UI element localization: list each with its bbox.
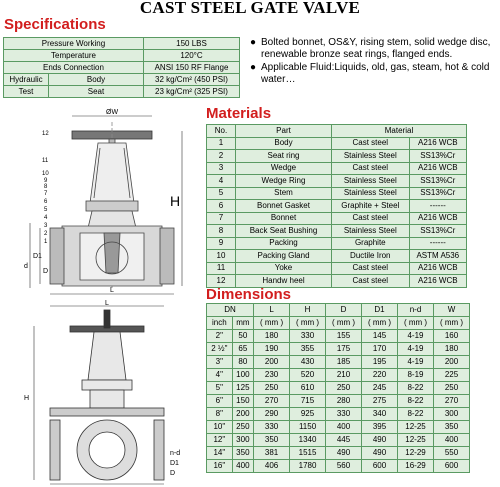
table-cell-spec: SS13%Cr: [409, 225, 466, 238]
label-d-small: d: [24, 263, 28, 270]
valve-exterior-drawing: [20, 300, 200, 487]
table-cell-part: Packing Gland: [236, 250, 332, 263]
column-header: H: [290, 304, 326, 317]
table-cell-part: Bonnet Gasket: [236, 200, 332, 213]
table-cell-d: 250: [326, 382, 362, 395]
part-number: 12: [42, 131, 49, 137]
table-cell-mm: 300: [232, 434, 253, 447]
table-row: [207, 187, 467, 200]
spec-label: Ends Connection: [4, 62, 144, 74]
table-cell-d: 400: [326, 421, 362, 434]
table-cell-inch: 2 ½": [207, 343, 233, 356]
column-header: D1: [362, 304, 398, 317]
table-cell-no: 8: [207, 225, 236, 238]
label-nd: n-d: [170, 450, 181, 457]
table-row: [207, 382, 470, 395]
table-cell-no: 12: [207, 275, 236, 288]
label-l: L: [110, 287, 114, 294]
table-row: [207, 343, 470, 356]
part-number: 7: [44, 191, 48, 197]
table-cell-no: 6: [207, 200, 236, 213]
part-number: 1: [44, 239, 48, 245]
table-cell-part: Stem: [236, 187, 332, 200]
materials-heading: Materials: [206, 105, 272, 122]
table-cell-inch: 16": [207, 460, 233, 473]
table-cell-w: 250: [433, 382, 469, 395]
label-d: D: [170, 470, 176, 477]
table-cell-no: 11: [207, 262, 236, 275]
table-row: [207, 395, 470, 408]
table-cell-mm: 65: [232, 343, 253, 356]
table-row: [207, 162, 467, 175]
table-cell-spec: A216 WCB: [409, 162, 466, 175]
table-cell-spec: A216 WCB: [409, 262, 466, 275]
table-cell-part: Yoke: [236, 262, 332, 275]
table-cell-material: Ductile Iron: [332, 250, 410, 263]
table-header-row: [207, 304, 470, 317]
table-cell-h: 925: [290, 408, 326, 421]
part-number: 3: [44, 223, 48, 229]
column-header: Part: [236, 125, 332, 138]
label-w: ØW: [106, 109, 119, 116]
table-cell-spec: ASTM A536: [409, 250, 466, 263]
table-cell-inch: 6": [207, 395, 233, 408]
bullet-icon: ●: [250, 62, 257, 73]
table-cell-mm: 100: [232, 369, 253, 382]
column-unit: ( mm ): [290, 317, 326, 330]
table-cell-w: 600: [433, 460, 469, 473]
table-cell-no: 7: [207, 212, 236, 225]
page-title: CAST STEEL GATE VALVE: [139, 0, 361, 17]
table-row: [207, 356, 470, 369]
table-cell-part: Seat ring: [236, 150, 332, 163]
table-cell-inch: 4": [207, 369, 233, 382]
table-cell-d: 445: [326, 434, 362, 447]
part-number: 11: [42, 158, 49, 164]
table-cell-spec: A216 WCB: [409, 137, 466, 150]
column-header: Material: [332, 125, 467, 138]
table-cell-n-d: 4-19: [398, 356, 434, 369]
table-row: [207, 200, 467, 213]
table-cell-d1: 275: [362, 395, 398, 408]
table-cell-d1: 395: [362, 421, 398, 434]
table-cell-d1: 340: [362, 408, 398, 421]
table-row: [207, 137, 467, 150]
table-cell-d1: 220: [362, 369, 398, 382]
part-number: 4: [44, 215, 48, 221]
column-header: No.: [207, 125, 236, 138]
specifications-heading: Specifications: [4, 16, 106, 33]
table-cell-spec: ------: [409, 237, 466, 250]
part-number: 9: [44, 178, 48, 184]
spec-label: Body: [49, 74, 144, 86]
table-cell-d1: 195: [362, 356, 398, 369]
part-number: 2: [44, 231, 48, 237]
table-cell-mm: 350: [232, 447, 253, 460]
table-cell-h: 610: [290, 382, 326, 395]
valve-section-drawing: [20, 108, 200, 298]
spec-row: [4, 86, 240, 98]
table-cell-h: 715: [290, 395, 326, 408]
bullet-icon: ●: [250, 37, 257, 48]
table-row: [207, 250, 467, 263]
table-cell-h: 330: [290, 330, 326, 343]
table-cell-w: 300: [433, 408, 469, 421]
table-cell-w: 550: [433, 447, 469, 460]
label-d-big: D: [43, 268, 49, 275]
column-header: n-d: [398, 304, 434, 317]
table-cell-h: 520: [290, 369, 326, 382]
table-row: [207, 330, 470, 343]
table-cell-part: Bonnet: [236, 212, 332, 225]
table-cell-d: 330: [326, 408, 362, 421]
table-cell-material: Stainless Steel: [332, 175, 410, 188]
label-l: L: [105, 300, 109, 307]
table-cell-n-d: 8-22: [398, 382, 434, 395]
table-cell-w: 270: [433, 395, 469, 408]
column-unit: ( mm ): [433, 317, 469, 330]
table-cell-w: 160: [433, 330, 469, 343]
table-cell-l: 330: [254, 421, 290, 434]
table-cell-h: 1515: [290, 447, 326, 460]
column-unit: ( mm ): [326, 317, 362, 330]
table-cell-l: 381: [254, 447, 290, 460]
table-cell-d: 280: [326, 395, 362, 408]
part-number: 8: [44, 184, 48, 190]
table-cell-d: 560: [326, 460, 362, 473]
spec-row: [4, 74, 240, 86]
spec-value: 23 kg/Cm² (325 PSI): [143, 86, 239, 98]
table-cell-no: 10: [207, 250, 236, 263]
part-number: 10: [42, 171, 49, 177]
spec-label: Pressure Working: [4, 38, 144, 50]
spec-label: Seat: [49, 86, 144, 98]
table-cell-n-d: 4-19: [398, 343, 434, 356]
table-cell-mm: 50: [232, 330, 253, 343]
column-unit: ( mm ): [362, 317, 398, 330]
table-row: [207, 408, 470, 421]
spec-value: 32 kg/Cm² (450 PSI): [143, 74, 239, 86]
table-cell-spec: A216 WCB: [409, 275, 466, 288]
table-cell-mm: 80: [232, 356, 253, 369]
table-cell-d1: 170: [362, 343, 398, 356]
table-cell-spec: A216 WCB: [409, 212, 466, 225]
label-d1: D1: [170, 460, 179, 467]
feature-list: [250, 37, 500, 87]
table-cell-material: Stainless Steel: [332, 150, 410, 163]
table-row: [207, 460, 470, 473]
table-cell-l: 190: [254, 343, 290, 356]
dimensions-heading: Dimensions: [206, 286, 292, 303]
table-cell-n-d: 4-19: [398, 330, 434, 343]
spec-row: [4, 50, 240, 62]
label-d1: D1: [33, 253, 42, 260]
table-cell-material: Cast steel: [332, 162, 410, 175]
table-cell-material: Stainless Steel: [332, 187, 410, 200]
table-cell-h: 355: [290, 343, 326, 356]
column-header: W: [433, 304, 469, 317]
table-cell-part: Packing: [236, 237, 332, 250]
table-row: [207, 175, 467, 188]
spec-value: 150 LBS: [143, 38, 239, 50]
table-cell-h: 1340: [290, 434, 326, 447]
table-row: [207, 262, 467, 275]
table-cell-spec: SS13%Cr: [409, 187, 466, 200]
column-header: DN: [207, 304, 254, 317]
table-cell-w: 200: [433, 356, 469, 369]
table-cell-inch: 5": [207, 382, 233, 395]
table-cell-d1: 490: [362, 447, 398, 460]
table-cell-d: 185: [326, 356, 362, 369]
table-cell-w: 350: [433, 421, 469, 434]
column-unit: ( mm ): [254, 317, 290, 330]
table-cell-n-d: 8-22: [398, 395, 434, 408]
hydraulic-label: Hydraulic: [4, 74, 49, 86]
table-cell-material: Graphite: [332, 237, 410, 250]
table-cell-material: Cast steel: [332, 262, 410, 275]
table-cell-part: Body: [236, 137, 332, 150]
table-cell-l: 200: [254, 356, 290, 369]
table-cell-w: 225: [433, 369, 469, 382]
materials-table: [206, 124, 467, 288]
table-cell-n-d: 8-22: [398, 408, 434, 421]
table-cell-h: 430: [290, 356, 326, 369]
table-row: [207, 447, 470, 460]
list-item: [250, 62, 500, 85]
table-cell-mm: 200: [232, 408, 253, 421]
test-label: Test: [4, 86, 49, 98]
table-cell-l: 250: [254, 382, 290, 395]
table-cell-material: Cast steel: [332, 275, 410, 288]
table-cell-material: Cast steel: [332, 137, 410, 150]
table-cell-l: 350: [254, 434, 290, 447]
table-header-row: [207, 317, 470, 330]
table-cell-h: 1780: [290, 460, 326, 473]
table-cell-material: Graphite + Steel: [332, 200, 410, 213]
table-cell-spec: SS13%Cr: [409, 150, 466, 163]
table-cell-l: 180: [254, 330, 290, 343]
table-row: [207, 150, 467, 163]
table-cell-inch: 10": [207, 421, 233, 434]
dimensions-table: [206, 303, 470, 473]
part-number: 5: [44, 207, 48, 213]
table-cell-w: 400: [433, 434, 469, 447]
table-cell-no: 1: [207, 137, 236, 150]
table-cell-inch: 2": [207, 330, 233, 343]
table-cell-mm: 125: [232, 382, 253, 395]
table-cell-d1: 245: [362, 382, 398, 395]
table-cell-d1: 600: [362, 460, 398, 473]
table-cell-inch: 12": [207, 434, 233, 447]
spec-label: Temperature: [4, 50, 144, 62]
table-cell-no: 2: [207, 150, 236, 163]
label-h: H: [170, 193, 181, 209]
table-cell-inch: 3": [207, 356, 233, 369]
list-item: [250, 37, 500, 60]
table-row: [207, 369, 470, 382]
table-cell-part: Handw heel: [236, 275, 332, 288]
table-cell-n-d: 16-29: [398, 460, 434, 473]
spec-row: [4, 38, 240, 50]
table-cell-d: 155: [326, 330, 362, 343]
table-cell-n-d: 12-29: [398, 447, 434, 460]
table-cell-spec: ------: [409, 200, 466, 213]
spec-row: [4, 62, 240, 74]
table-row: [207, 225, 467, 238]
table-cell-mm: 250: [232, 421, 253, 434]
table-cell-n-d: 12-25: [398, 421, 434, 434]
spec-value: 120°C: [143, 50, 239, 62]
table-cell-no: 4: [207, 175, 236, 188]
table-cell-part: Wedge: [236, 162, 332, 175]
table-cell-mm: 150: [232, 395, 253, 408]
table-cell-part: Back Seat Bushing: [236, 225, 332, 238]
table-header-row: [207, 125, 467, 138]
table-cell-d1: 490: [362, 434, 398, 447]
table-cell-no: 3: [207, 162, 236, 175]
spec-value: ANSI 150 RF Flange: [143, 62, 239, 74]
table-cell-n-d: 12-25: [398, 434, 434, 447]
table-cell-no: 5: [207, 187, 236, 200]
table-cell-d: 175: [326, 343, 362, 356]
column-header: mm: [232, 317, 253, 330]
table-cell-n-d: 8-19: [398, 369, 434, 382]
table-cell-l: 270: [254, 395, 290, 408]
table-cell-material: Cast steel: [332, 212, 410, 225]
label-h: H: [24, 395, 30, 402]
table-cell-material: Stainless Steel: [332, 225, 410, 238]
table-cell-d: 210: [326, 369, 362, 382]
table-cell-part: Wedge Ring: [236, 175, 332, 188]
table-row: [207, 212, 467, 225]
specifications-table: [3, 37, 240, 98]
table-cell-l: 230: [254, 369, 290, 382]
table-row: [207, 237, 467, 250]
table-cell-inch: 14": [207, 447, 233, 460]
column-header: D: [326, 304, 362, 317]
table-cell-spec: SS13%Cr: [409, 175, 466, 188]
feature-text: Applicable Fluid:Liquids, old, gas, steam, hot & cold water…: [261, 62, 490, 85]
part-number: 6: [44, 199, 48, 205]
column-header: inch: [207, 317, 233, 330]
table-cell-inch: 8": [207, 408, 233, 421]
table-cell-d1: 145: [362, 330, 398, 343]
table-cell-no: 9: [207, 237, 236, 250]
feature-text: Bolted bonnet, OS&Y, rising stem, solid wedge disc, renewable bronze seat rings, flanged ends.: [261, 37, 491, 60]
column-unit: ( mm ): [398, 317, 434, 330]
table-row: [207, 434, 470, 447]
column-header: L: [254, 304, 290, 317]
table-cell-h: 1150: [290, 421, 326, 434]
table-cell-mm: 400: [232, 460, 253, 473]
table-cell-w: 180: [433, 343, 469, 356]
table-cell-d: 490: [326, 447, 362, 460]
table-cell-l: 406: [254, 460, 290, 473]
table-cell-l: 290: [254, 408, 290, 421]
table-row: [207, 421, 470, 434]
